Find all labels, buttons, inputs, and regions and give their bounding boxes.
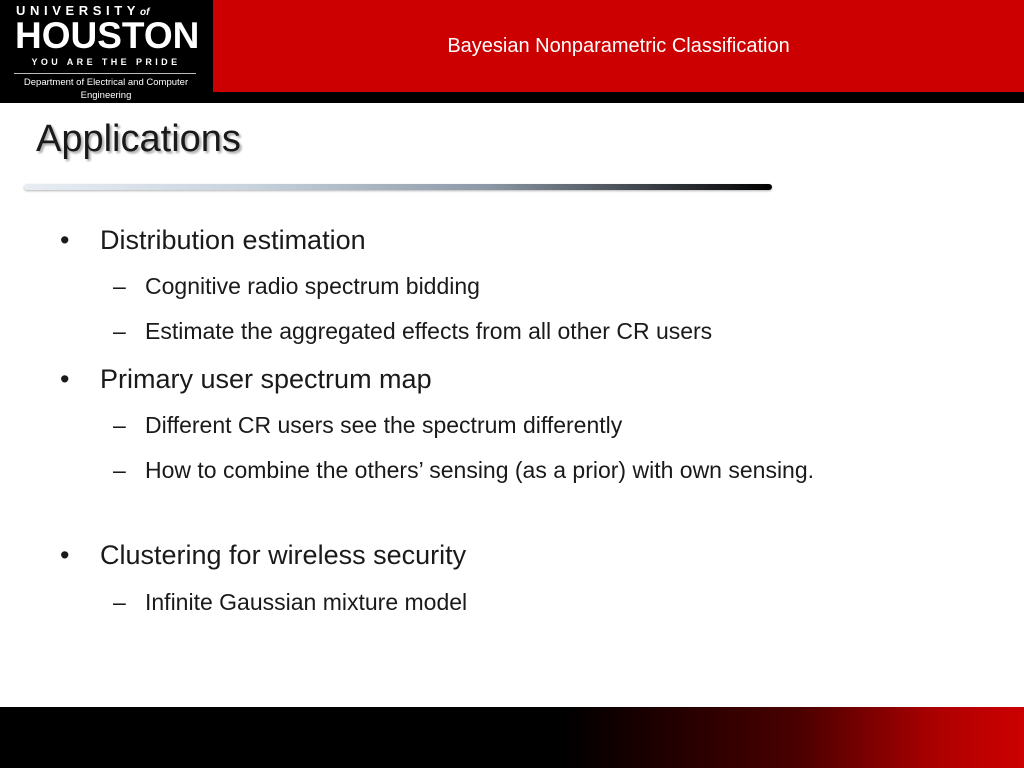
- department-label: Department of Electrical and Computer Engineering: [23, 77, 189, 101]
- dash-icon: –: [113, 457, 126, 483]
- list-item-level1: Primary user spectrum map: [100, 364, 432, 394]
- logo-university-line: UNIVERSITYof: [16, 3, 150, 18]
- list-item-level1: Distribution estimation: [100, 225, 366, 255]
- list-item-level2: Estimate the aggregated effects from all other CR users: [145, 318, 713, 344]
- slide-title: Applications: [36, 118, 241, 160]
- list-item-level2: How to combine the others’ sensing (as a prior) with own sensing.: [145, 457, 815, 483]
- dash-icon: –: [113, 273, 126, 299]
- footer-bar: [0, 707, 1024, 768]
- list-item-level1: Clustering for wireless security: [100, 540, 467, 570]
- logo-tagline: YOU ARE THE PRIDE: [31, 57, 181, 67]
- deck-title: Bayesian Nonparametric Classification: [447, 34, 790, 57]
- list-item-level2: Different CR users see the spectrum differently: [145, 412, 623, 438]
- bullet-icon: •: [60, 364, 70, 394]
- logo-houston: HOUSTON: [15, 15, 200, 56]
- dash-icon: –: [113, 589, 126, 615]
- list-item-level2: Infinite Gaussian mixture model: [145, 589, 468, 615]
- dash-icon: –: [113, 412, 126, 438]
- bullet-icon: •: [60, 225, 70, 255]
- bullet-icon: •: [60, 540, 70, 570]
- list-item-level2: Cognitive radio spectrum bidding: [145, 273, 480, 299]
- dash-icon: –: [113, 318, 126, 344]
